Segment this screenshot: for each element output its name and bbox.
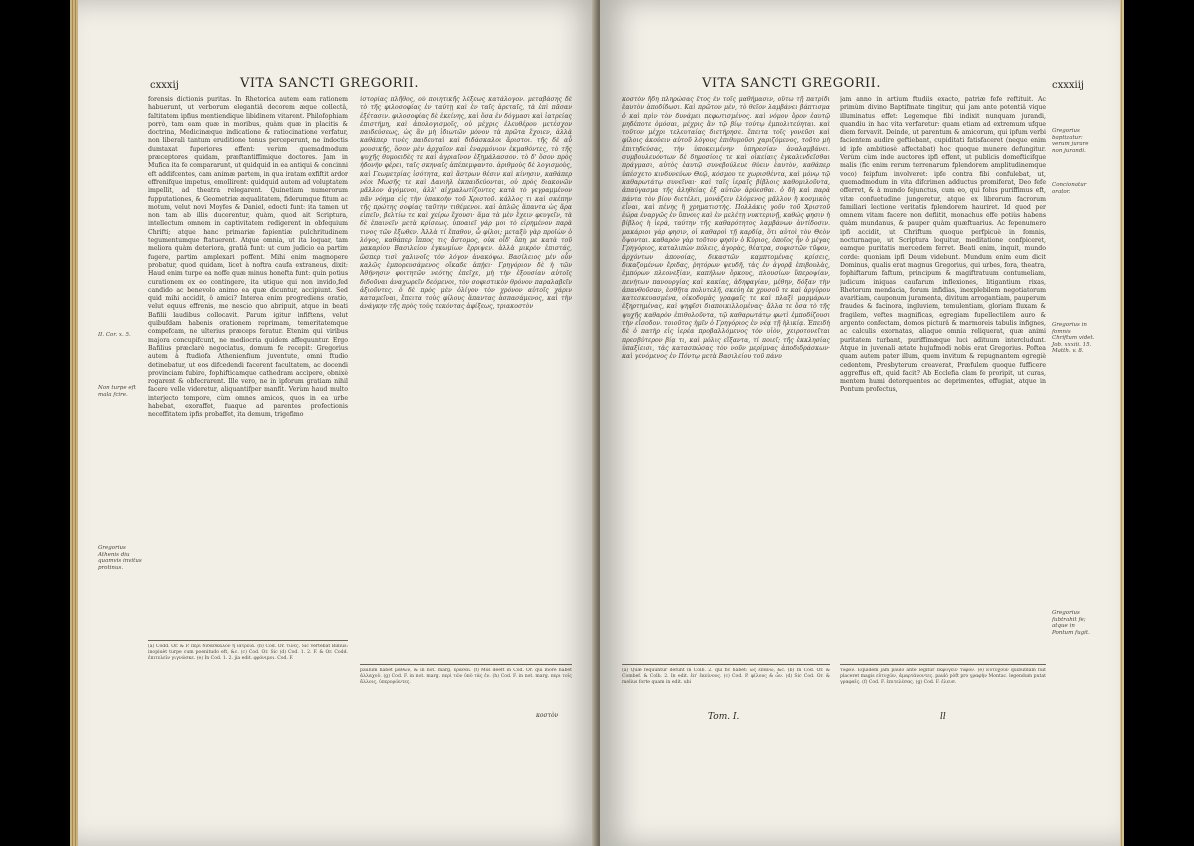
margin-note: Gregorius baptizatur: verum jurare non jurandi.: [1052, 128, 1089, 154]
volume-signature: Tom. I.: [708, 712, 740, 722]
running-head: VITA SANCTI GREGORII.: [240, 76, 419, 91]
latin-text: jam anno in artium ftudiis exacto, patriæ fefe reftituit. Ac primùm divino Baptifmate tingitur, qui jam ante potentiâ vique illuminatus effet: Legemque fibi indixit nunquam jurandi, quandiu in hac vita verfaretur: quam etiam ad extremum ufque diem fervavit. Deinde, ut parentum & amicorum, qui ipfum verbi facientem audire geftiebant, cupiditati fatisfaceret (neque enim id ipfe ambitiosè affectabat) hoc quoque munere defungitur. Verùm cùm inde auctores ipfi effent, ut publicis domefticifque malis (fic enim rerum terrenarum fplendorem amplitudinemque voco) feipfum involveret: ipfe contra fibi confulebat, ut, quemadmodum in vita difcrimen adductus promiferat, Deo fefe offerret, & à mundo fejunctus, cum eo, qui folus puriffimus eft, vitæ confuetudine jungeretur, atque ex librorum facrorum familiari lectione veritatis fplendorem hauriret. Id quod per omnem vitam facere non defiitit, monachus effe potiùs habens quàm mundanus, & pauper quàm quæftuarius. Ac fepenumero ipfi accidit, ut Chriftum quoque perfpicuè in fomnis, nocturnaque, ut Scriptura loquitur, meditatione confpiceret, eamque puritatis mercedem ferret. Beati enim, inquit, mundo corde: quoniam ipfi Deum videbunt. Mundum enim eum dicit Dominus, qualis erat magnus Gregorius, qui urbes, fora, theatra, fophiftarum faftum, principum & magiftratuum contumeliam, judicum iniquas caufarum inflexiones, litigantium rixas, Rhetorum mendacia, forum infidias, inexplebilem negotiatorum avaritiam, cauponum juramenta, divitum arrogantiam, pauperum fraudes & facinora, ingluviem, temulentiam, gloriam fluxam & fragilem, veftes magnificas, egregiam fupellectilem auro & argento confectam, domos picturâ & marmoreis tabulis infignes, ac calculis exornatas, aliaque omnia reliquerat, quæ animi puritatem turbant, puriffimæque luci adituum intercludunt. Atque in juvenali ætate hujufmodi nobis erat Gregorius. Poftea quam autem pater illum, quem invitum & repugnantem egregiè cedentem, Presbyterum creaverat, Præfulem quoque fufficere aggreffus eft, quid facit? Ab Ecclefia clam fe proripit, ut curas, mentem humi detorquentes ac deprimentes, effugiat, atque in Pontum profectus,: [840, 96, 1046, 394]
latin-column: [840, 96, 1046, 656]
greek-column: [360, 96, 572, 656]
margin-note: Gregorius in fomnis Chriftum videt. Job. xxxiii. 15. Matth. v. 8.: [1052, 322, 1095, 354]
margin-note: Non turpe eft mala fcire.: [98, 385, 136, 398]
footnote-rule: [360, 664, 572, 665]
left-page: [78, 0, 600, 846]
margin-note: Concionatur orator.: [1052, 182, 1087, 195]
footnote-rule: [840, 664, 1046, 665]
margin-note: II. Cor. x. 5.: [98, 332, 131, 338]
margin-note: Gregorius Athenis diu quamvis invitus protinus.: [98, 545, 142, 571]
greek-text: ἱστορίας πλῆθος, οὐ ποιητικῆς λέξεως κατάλογον. μεταβάσης δὲ τὸ τῆς φιλοσοφίας ἐν ταύτῃ καὶ ἐν ταῖς ἀρεταῖς, τὰ ἐπὶ πᾶσαν ἐξέτασιν. φιλοσοφίας δὲ ἐκείνης, καὶ ὅσα ἐν δόγμασι καὶ ἰατρείας ἐπιστήμη, καὶ ἀπολογισμοῖς, οὐ μέχρις ἐλευθέρου μετέσχον παιδεύσεως, ὡς ἂν μὴ ἰδιωτῶν μόνον τὰ πρῶτα ἔχοιεν, ἀλλὰ καθάπερ τινὲς παιδευταὶ καὶ διδάσκαλοι ἄριστοι. τῆς δὲ αὖ μουσικῆς, ὅσον μὲν ἀρχαῖον καὶ ἐναρμόνιον ἐκμαθόντες, τὸ τῆς ψυχῆς θυμοειδὲς τε καὶ ἀγριαῖνον ἐξημάλασσον. τὸ δ' ὅσον πρὸς ἡδονὴν φέρει, ταῖς σκηναῖς ἀπέπεμψαντο. ἀριθμοὺς δὲ λογισμοὺς, καὶ Γεωμετρίας ἰσότητα, καὶ ἄστρων θέσιν καὶ κίνησιν, καθάπερ νέοι Μωσῆς τε καὶ Δανιὴλ ἐκπαιδεύονται, οὐ πρὸς διακονῶν μᾶλλον ἀγόμενοι, ἀλλ' αἰχμαλωτίζοντες κατὰ τὸ γεγραμμένον πᾶν νόημα εἰς τὴν ὑπακοὴν τοῦ Χριστοῦ. κάλλος τι καὶ σκέπην τῆς πρώτης σοφίας ταῦτην τιθέμενοι. καὶ ἁπλῶς ἅπαντα ὡς ἄρα εἰπεῖν, βελτίω τε καὶ χείρω ἔχουσι· ἅμα τὰ μὲν ἔχειν φευγεῖν, τὰ δὲ ἐπαινεῖν μετὰ κρίσεως. ὑποαιεῖ γάρ μοι τὸ εἰρημένον παρὰ τινος τῶν ἔξωθεν. Ἀλλὰ τί ἔπαθον, ὦ φίλοι; μεταξὺ γὰρ προϊὼν ὁ λόγος, καθάπερ ἵππος τις ἄστομος, οὐκ οἶδ' ὅπη με κατὰ τοῦ μακαρίου Βασιλείου ἐγκωμίων ἔρριψεν. ἀλλὰ μικρὸν ἐπιστάς, ὥσπερ τισὶ χαλινοῖς τὸν λόγον ἀνακόψω. Βασίλειος μὲν οὖν καλῶς ἐμπορευσάμενος οἴκαδε ἀπῄει· Γρηγόριον δὲ ἡ τῶν Ἀθήνησιν φοιτητῶν νεότης ἐπεῖχε, μὴ τὴν ἐξουσίαν αὐτοῖς διδοῦναι ἀναχωρεῖν δεόμενοι, τὸν σοφιστικὸν θρόνον παραλαβεῖν ἀξιοῦντες. ὁ δὲ πρὸς μὲν ὀλίγον τὸν χρόνον αὐτοῖς χάριν καταμεῖναι, ἔπειτα τοὺς φίλους ἅπαντας ἀσπασάμενος, καὶ τὴν ἀνάγκην τῆς πρὸς τοὺς τεκόντας ἀφίξεως, τριακοστὸν: [360, 96, 572, 311]
latin-text: forensis dictionis puritas. In Rhetorica autem eam rationem habuerunt, ut verborum elegantiâ decorem æque collectâ, faltitatem ipfius mentiendique libidinem vitarent. Philofophiam porrò, tam eam quæ in moribus, quàm quæ in placitis & doctrina, Medicinæque indicatione & ratiocinatione verfatur, non liberali tantum eruditione tenus perceperunt, ne indoctis dumtaxat fuperiores effent: verùm quemadmodum præceptores quidam, præftantiffimique doctores. Jam in Mufica ita fe compararunt, ut quidquid in ea antiqui & concinni eft addifcentes, cam animæ partem, in qua iratam exfiftit ardor effrenifque impetus, emollirent: quidquid autem ad voluptatem impellit, ad theatra relegarent. Quinetiam numerorum fupputationes, & Geometriæ æqualitatem, fiderumque fitum ac motum, velut novi Moyfes & Daniel, edocti funt: ita tamen ut non tam ab illis ducerentur, quàm, quod ait Scriptura, intellectum omnem in captivitatem redigerent in obfequium Chrifti; atque hanc primariæ fapientiæ pulchritudinem tegumentumque ftatuerent. Atque omnia, ut ita loquar, tam meliora quàm deteriora, gratiâ funt: ut cum judicio ea partim fugere, partim amplexari poffent. Mihi enim magnopere probatur, quod quidam, licet à noftra caufa extraneus, dixit: Haud enim turpe ea noffe quæ minus honefta funt: quin potius curationem ex eo contingere, ita utique qui non invido,fed candido ac benevolo animo ea quæ dicuntur, accipiunt. Sed quid mihi accidit, ô amici? Interea enim progrediens oratio, velut equus effrenis, me nescio quo abripuit, atque in beati Bafilii laudibus collocavit. Parum igitur infiftens, velut quibufdam habenis orationem reprimam, temeritatemque compefcam, ne ulterius præceps feratur. Etenim qui viribus majora concupifcunt, ne mediocria quidem affequuntur. Ergo Bafilius præclarè negociatus, domum fe recepit: Gregorius autem à ftudiofa Athenienfium juventute, omni ftudio detinebatur, ut eos difcedendi facerent facultatem, ac docendi provinciam fubire, fophifticamque cathedram accipere, obnixè rogarent & obfecrarent. Ille vero, ne in ipforum gratiam nihil facere velle videretur, aliquantifper manfit. Verùm haud multo interjecto tempore, cùm omnes amicos, quos in ea urbe habebat, exoraffet, fuaque ad parentes profectionis neceffitatem ipfis probaffet, ita demum, trigefimo: [148, 96, 348, 419]
latin-column: [148, 96, 348, 632]
footnote-rule: [148, 640, 348, 641]
footnotes-latin: (a) Codd. Or. & P. περὶ διδάσκαλον ἢ ἰατρεῖα. (b) Cod. Or. τινὲς. Sic vertebat Billius: inopiuèt turpe cum poenitudo eft, &c. (c) Cod. Or. Sic (d) Cod. 1. 2. F. & Or. Codd. ἐπιτελεῖν γιγνῶσκε. (e) In Cod. 1. 2. jia edit. φρόνιμοι. Cod. F.: [148, 644, 348, 661]
margin-note: Gregorius fubtrahit fe; atque in Pontum fugit.: [1052, 610, 1090, 636]
footnotes-greek: paulum habet μαθὼν, & in not. marg. ἐρᾶσαι. (f) Mss deeft in Cod. Or. qui more habet ἀλλαχοῦ. (g) Cod. F. in not. marg. περὶ τῶν ὑπὸ τὰς ἐν. (h) Cod. F. in not. marg. περι τοῖς ἄλλοις, ὑπερορῶντες.: [360, 668, 572, 685]
footnotes-greek: (a) Quæ fequuntur defunt in Colb. 2. qui fic habet: ὡς ἐπάνω, &c. (b) In Cod. Or. & Combef. & Colb. 2. In edit. ἐπ' ἐκείνους. (c) Cod. P. φίλους & ὧν. (d) Sic Cod. Or. & melius forte quam in edit. ubi: [622, 668, 830, 685]
sheet-mark: ll: [940, 712, 946, 722]
greek-column: [622, 96, 830, 656]
catchword: κοστὸν: [536, 712, 559, 719]
right-page: [600, 0, 1120, 846]
running-head: VITA SANCTI GREGORII.: [702, 76, 881, 91]
page-number: cxxxiij: [1052, 80, 1085, 91]
footnotes-latin: τύφον. Equidem jam paulò antè legitur ἐκφύγειν τύφον. (e) Εὐτυχοῦν quibufdam fuit placeret magis εὐτυχῶν, ἁμαρτάνοντες. paulò pòft pro γραφὴν Montac. legendum putat γραφαῖς. (f) Cod. F. ἐπιτελέσας. (g) Cod. F. ἐλευσ.: [840, 668, 1046, 685]
footnote-rule: [622, 664, 830, 665]
greek-text: κοστὸν ἤδη πληρώσας ἔτος ἐν τοῖς μαθήμασιν, οὕτω τῇ πατρίδι ἑαυτὸν ἀποδίδωσι. Καὶ πρῶτον μὲν, τὸ θεῖον λαμβάνει βάπτισμα ὁ καὶ πρὶν τὸν δυνάμει πεφωτισμένος. καὶ νόμον ὅρον ἑαυτῷ μηδέποτε ὀμόσαι, μέχρις ἂν τῷ βίῳ τούτῳ ἐμπολιτεύηται. καὶ τοῦτον μέχρι τελευταίας διετήρησε. ἔπειτα τοῖς γονεῦσι καὶ φίλοις ἀκούειν αὐτοῦ λόγους ἐπιθυμοῦσι χαριζόμενος, τοῦτο μὴ ἐπιτηδεύσας, τὴν ὑποκειμένην ὑπηρεσίαν ἀναλαμβάνει. συμβουλευόντων δὲ δημοσίοις τε καὶ οἰκείαις ἐγκαλινδεῖσθαι πράγμασι, αὐτὸς ἑαυτῷ συνεβούλευε θύειν ἑαυτὸν, καθάπερ ὑπέσχετο κινδυνεύων Θεῷ, κόσμου τε χωρισθέντα, καὶ μόνῳ τῷ καθαρωτάτῳ συνεῖναι· καὶ ταῖς ἱεραῖς βίβλοις καθομιλοῦντα, ἀπαύγασμα τῆς ἀληθείας ἐξ αὐτῶν ἀρύεσθαι. ὁ δὴ καὶ παρὰ πάντα τὸν βίον διετέλει, μονάζειν ἑλόμενος μᾶλλον ἢ κοσμικὸς εἶναι, καὶ πένης ἢ χρηματιστής. Πολλάκις γοῦν τοῦ Χριστοῦ ἐώρα ἐναργῶς ἐν ὕπνοις καὶ ἐν μελέτῃ νυκτερινῇ, καθώς φησιν ἡ βίβλος ἡ ἱερά, ταύτην τῆς καθαρότητος λαμβάνων ἀντίδοσιν. μακάριοι γάρ φησιν, οἱ καθαροὶ τῇ καρδίᾳ, ὅτι αὐτοὶ τὸν Θεὸν ὄψονται. καθαρὸν γὰρ τοῦτον φησὶν ὁ Κύριος, ὁποῖος ἦν ὁ μέγας Γρηγόριος, καταλιπὼν πόλεις, ἀγορὰς, θέατρα, σοφιστῶν τῦφον, ἀρχόντων ἀπονοίας, δικαστῶν καμπτομένας κρίσεις, δικαζομένων ἔριδας, ῥητόρων ψευδῆ, τὰς ἐν ἀγορᾷ ἐπιβουλὰς, ἐμπόρων πλεονεξίαν, καπήλων ὅρκους, πλουσίων ὕπεροψίαν, πενήτων πανουργίας καὶ κακίας, ἀδηφαγίαν, μέθην, δόξαν τὴν ἀπανθοῦσαν, ἐσθῆτα πολυτελῆ, σκεύη ἐκ χρυσοῦ τε καὶ ἀργύρου κατεσκευασμένα, οἰκοδομὰς γραφαῖς τε καὶ πλαξὶ μαρμάρων ἐξηρτημένας, καὶ ψηφῖσι διαποικιλλομένας· ἄλλα τε ὅσα τὸ τῆς ψυχῆς καθαρὸν ἐπιθολοῦντα, τῷ καθαρωτάτῳ φωτὶ ἐμποδίζουσι τὴν εἴσοδον. τοιοῦτος ἡμῖν ὁ Γρηγόριος ἐν νέᾳ τῇ ἡλικίᾳ. Ἐπειδὴ δὲ ὁ πατὴρ εἰς ἱερέα προβαλλόμενος τὸν υἱὸν, χειροτονεῖται πρεσβύτερον βίᾳ τι, καὶ μόλις εἴξαντα, τί ποιεῖ; τῆς ἐκκλησίας ὑπαξίεισι, τὰς κατασπώσας τὸν νοῦν μερίμνας ἀποδιδράσκων· καὶ γενόμενος ἐν Πόντῳ μετὰ Βασιλείου τοῦ πάνυ: [622, 96, 830, 361]
page-number: cxxxij: [150, 80, 179, 91]
